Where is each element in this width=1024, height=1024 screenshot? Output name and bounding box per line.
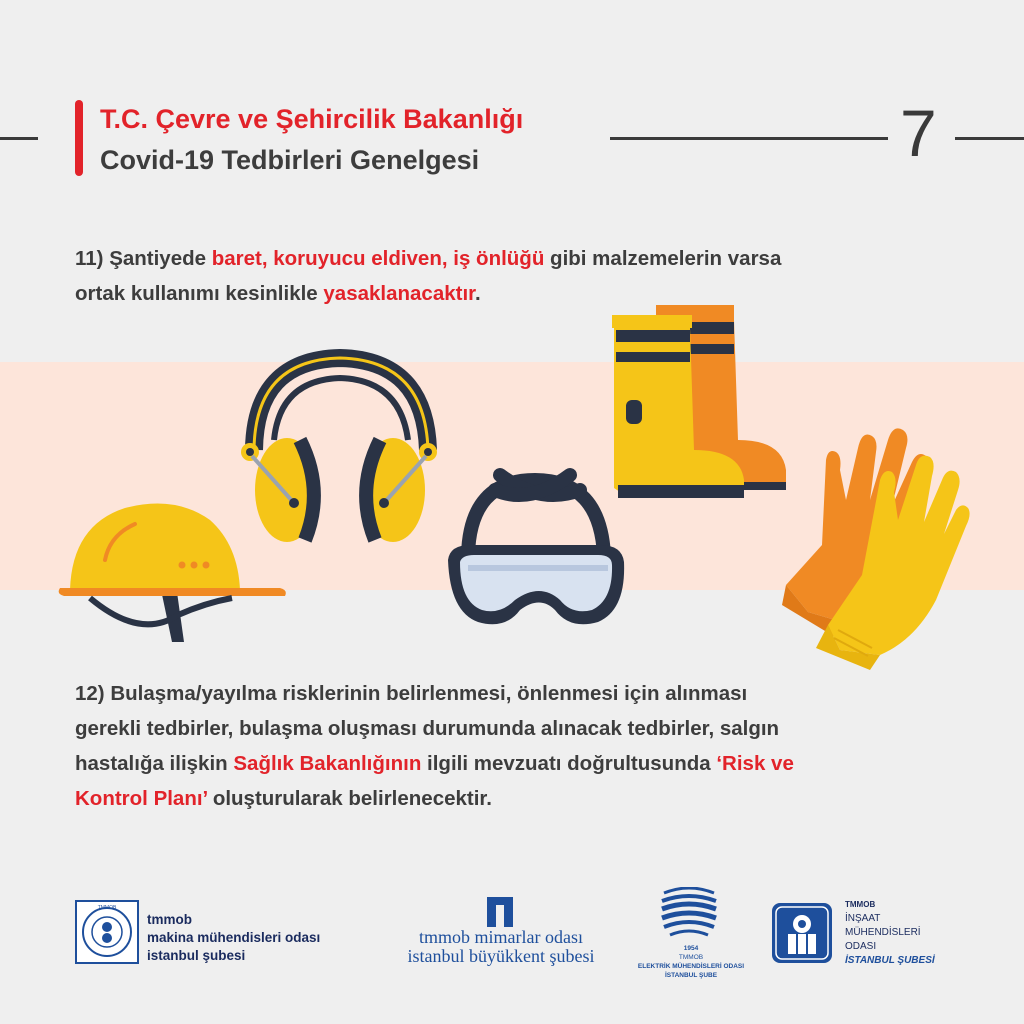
mmo-line-2: makina mühendisleri odası (147, 930, 321, 945)
ear-muffs-icon (241, 358, 437, 542)
mmo-seal-text: TMMOB (97, 905, 117, 911)
imo-logo-icon (771, 902, 833, 964)
emo-line-1: TMMOB (678, 954, 704, 961)
mmo-line-1: tmmob (147, 912, 192, 927)
item-11-text-part: . (475, 282, 481, 305)
item-12-line-4 (75, 781, 794, 816)
item-12-text-part: hastalığa ilişkin (75, 752, 234, 775)
imo-line-5: İSTANBUL ŞUBESİ (845, 955, 935, 966)
emo-line-2: ELEKTRİK MÜHENDİSLERİ ODASI (637, 963, 745, 970)
imo-line-3: MÜHENDİSLERİ (845, 927, 921, 938)
mimarlar-line-1: tmmob mimarlar odası (419, 927, 583, 947)
item-12-highlight-plan-start: ‘Risk ve (716, 752, 794, 775)
gloves-icon (782, 428, 970, 670)
mimarlar-logo-icon (484, 895, 516, 929)
item-11-text-part: ortak kullanımı kesinlikle (75, 282, 324, 305)
page-subtitle: Covid-19 Tedbirleri Genelgesi (100, 145, 480, 175)
hard-hat-icon (59, 504, 286, 642)
item-12-text (75, 676, 794, 816)
emo-line-3: İSTANBUL ŞUBE (664, 972, 718, 979)
page-title: T.C. Çevre ve Şehircilik Bakanlığı (100, 104, 524, 134)
mmo-line-3: istanbul şubesi (147, 948, 246, 963)
item-12-text-part: ilgili mevzuatı doğrultusunda (421, 752, 717, 775)
emo-year: 1954 (683, 945, 699, 952)
mmo-logo-icon (75, 900, 139, 964)
imo-line-4: ODASI (845, 941, 877, 952)
item-12-line-1: 12) Bulaşma/yayılma risklerinin belirlenmesi, önlenmesi için alınması (75, 682, 748, 705)
item-11-highlight-banned: yasaklanacaktır (323, 282, 475, 305)
emo-name (635, 944, 747, 980)
item-12-line-2: gerekli tedbirler, bulaşma oluşması durumunda alınacak tedbirler, salgın (75, 717, 780, 740)
mimarlar-line-2: istanbul büyükkent şubesi (407, 946, 595, 966)
item-12-highlight-ministry: Sağlık Bakanlığının (233, 752, 422, 775)
imo-name (845, 898, 935, 968)
rubber-boots-icon (612, 305, 786, 498)
item-11-text-part: gibi malzemelerin varsa (544, 247, 782, 270)
mmo-name (147, 911, 320, 965)
item-12-highlight-plan-end: Kontrol Planı’ (75, 787, 208, 810)
mimarlar-name (383, 928, 619, 966)
imo-line-1: TMMOB (845, 900, 876, 909)
emo-logo-icon (660, 887, 718, 941)
item-12-line-3 (75, 746, 794, 781)
item-12-text-part: oluşturularak belirlenecektir. (207, 787, 492, 810)
imo-line-2: İNŞAAT (845, 913, 881, 924)
safety-goggles-icon (448, 475, 624, 624)
item-11-text-part: 11) Şantiyede (75, 247, 212, 270)
item-11-highlight-ppe: baret, koruyucu eldiven, iş önlüğü (211, 247, 545, 270)
page-number: 7 (900, 96, 937, 170)
